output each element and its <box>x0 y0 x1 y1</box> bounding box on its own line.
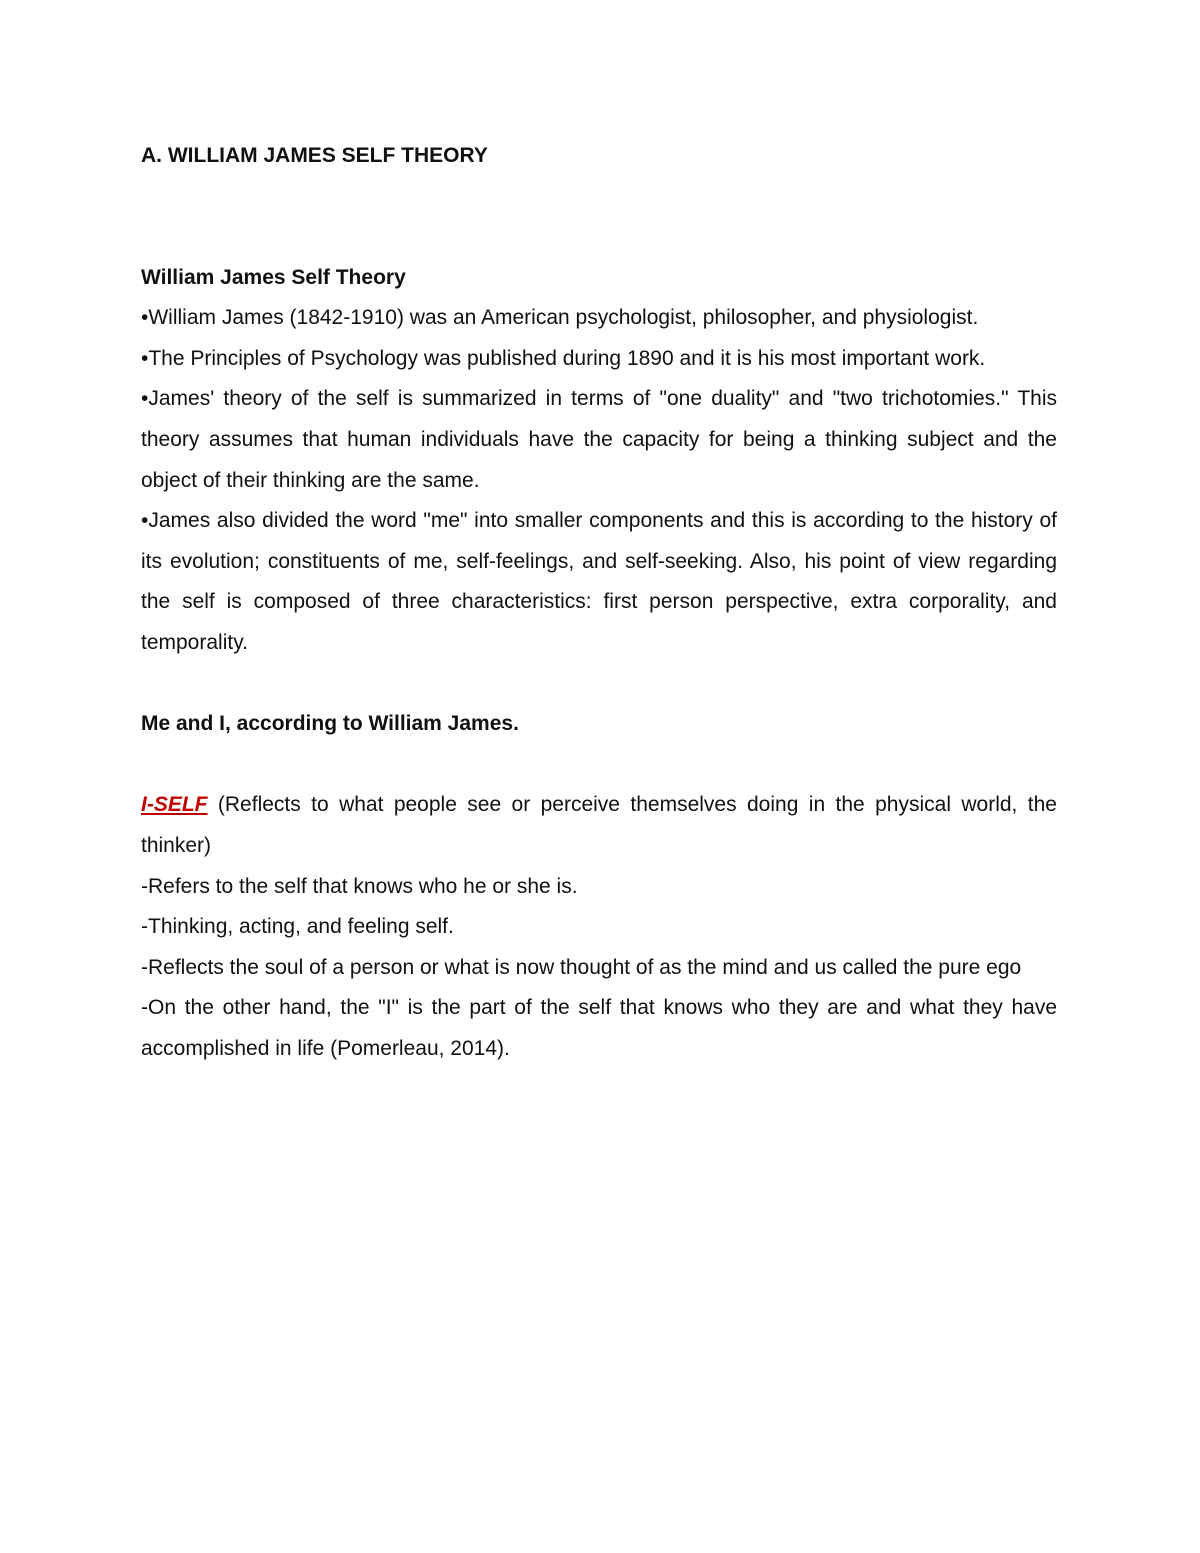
section-title-self-theory: William James Self Theory <box>141 265 406 289</box>
spacer <box>141 745 1057 786</box>
i-self-point: -On the other hand, the "I" is the part of the self that knows who they are and what they have accomplished in life (Pomerleau, 2014). <box>141 996 1057 1060</box>
paragraph-principles: •The Principles of Psychology was published during 1890 and it is his most important work. <box>141 346 986 370</box>
i-self-point: -Thinking, acting, and feeling self. <box>141 915 454 939</box>
i-self-point: -Refers to the self that knows who he or she is. <box>141 874 578 898</box>
document-page <box>141 136 1057 1069</box>
i-self-definition <box>141 785 1057 866</box>
i-self-point: -Reflects the soul of a person or what is now thought of as the mind and us called the pure ego <box>141 955 1022 979</box>
paragraph-duality: •James' theory of the self is summarized in terms of "one duality" and "two trichotomies." This theory assumes that human individuals have the capacity for being a thinking subject and the object of their thinking are the same. <box>141 387 1057 492</box>
spacer <box>141 664 1057 705</box>
i-self-term: I-SELF <box>141 793 208 817</box>
paragraph-me-components: •James also divided the word "me" into smaller components and this is according to the history of its evolution; constituents of me, self-feelings, and self-seeking. Also, his point of view regarding the self is composed of three characteristics: first person perspective, extra corporality, and temporality. <box>141 509 1057 654</box>
paragraph-bio: •William James (1842-1910) was an American psychologist, philosopher, and physiologist. <box>141 306 979 330</box>
i-self-description: (Reflects to what people see or perceive themselves doing in the physical world, the thinker) <box>141 793 1057 857</box>
spacer <box>141 177 1057 258</box>
section-title-me-and-i: Me and I, according to William James. <box>141 712 519 736</box>
document-heading: A. WILLIAM JAMES SELF THEORY <box>141 144 488 167</box>
